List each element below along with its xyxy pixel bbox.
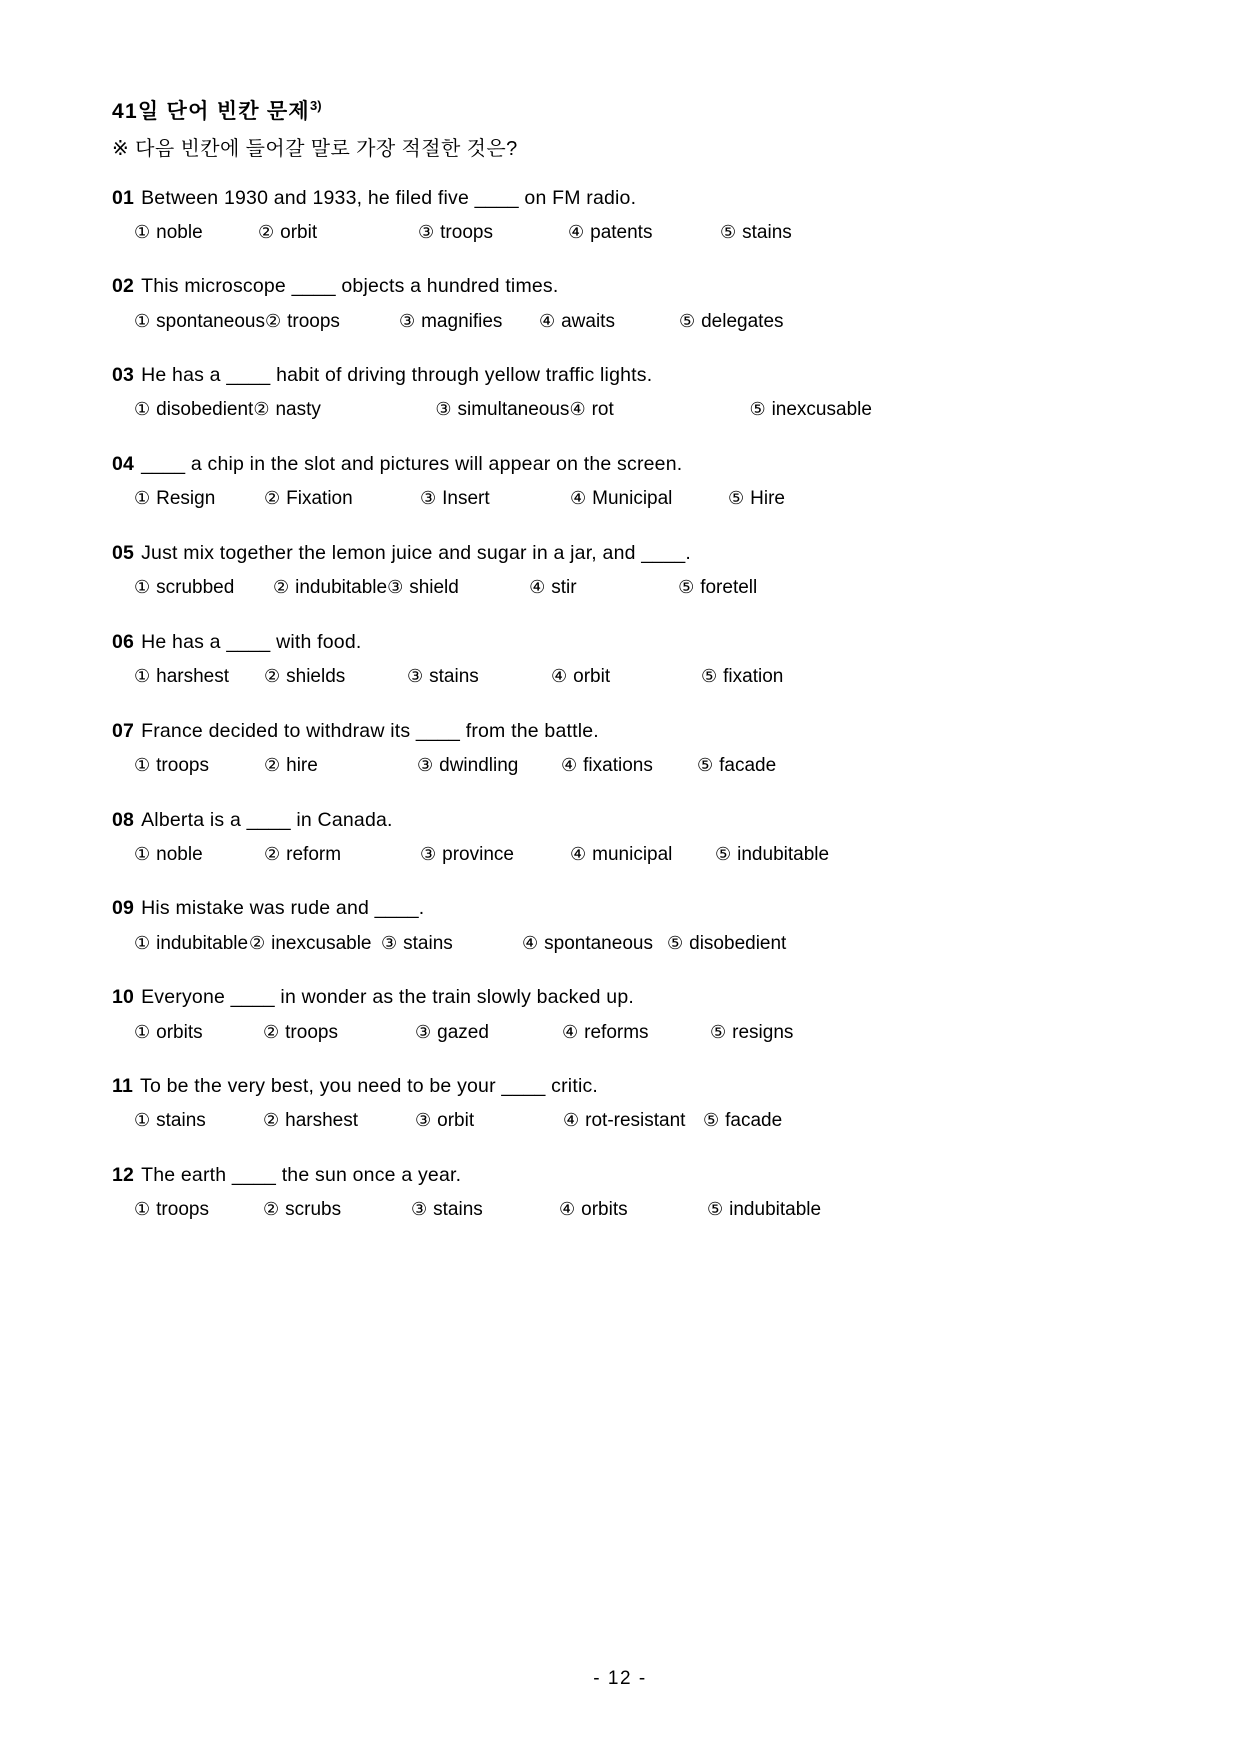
choice-marker: ③ — [398, 310, 416, 331]
choice-label: troops — [156, 754, 209, 776]
choice-label: stains — [742, 221, 792, 243]
choice-row — [134, 1197, 1128, 1224]
choice-marker: ③ — [407, 666, 424, 687]
question-stem — [112, 184, 1128, 212]
question-number: 04 — [112, 453, 135, 476]
choice-marker: ⑤ — [701, 666, 718, 687]
choice-marker: ② — [264, 754, 281, 775]
choice-label: nasty — [275, 399, 321, 421]
choice-marker: ③ — [411, 1199, 428, 1220]
choice-label: indubitable — [156, 932, 249, 954]
choice-label: province — [442, 843, 514, 865]
choice-marker: ① — [134, 1021, 151, 1042]
choice-marker: ④ — [538, 310, 556, 331]
direction-text: ※ 다음 빈칸에 들어갈 말로 가장 적절한 것은? — [112, 137, 518, 160]
choice-label: troops — [156, 1199, 209, 1221]
question-list — [112, 184, 1128, 1224]
choice-option[interactable] — [539, 309, 679, 336]
question-stem — [112, 539, 1128, 567]
question-block — [112, 894, 1128, 957]
choice-label: shields — [286, 666, 346, 688]
question-number: 05 — [112, 541, 135, 564]
question-block — [112, 450, 1128, 513]
question-sentence: He has a ____ habit of driving through yellow traffic lights. — [141, 364, 653, 387]
choice-row — [134, 842, 1128, 869]
question-number: 02 — [112, 275, 135, 298]
choice-marker: ⑤ — [707, 1199, 724, 1220]
question-sentence: This microscope ____ objects a hundred times. — [141, 275, 559, 298]
choice-marker: ④ — [568, 221, 585, 242]
choice-marker: ② — [258, 221, 275, 242]
choice-marker: ② — [263, 1021, 280, 1042]
choice-label: orbits — [156, 1021, 203, 1043]
choice-option[interactable] — [253, 397, 435, 424]
choice-label: patents — [590, 221, 653, 243]
question-block — [112, 272, 1128, 335]
choice-option[interactable] — [703, 1108, 782, 1135]
choice-label: inexcusable — [271, 932, 372, 954]
choice-marker: ② — [264, 666, 281, 687]
choice-option[interactable] — [264, 842, 420, 869]
question-stem — [112, 1161, 1128, 1189]
choice-marker: ① — [134, 666, 151, 687]
choice-row — [134, 664, 1128, 691]
choice-row — [134, 575, 1128, 602]
choice-label: facade — [719, 754, 777, 776]
choice-marker: ④ — [562, 1021, 579, 1042]
question-number: 10 — [112, 986, 135, 1009]
choice-option[interactable] — [249, 931, 381, 958]
question-block — [112, 1072, 1128, 1135]
choice-label: Resign — [156, 488, 216, 510]
question-stem — [112, 894, 1128, 922]
choice-label: shield — [409, 577, 459, 599]
choice-marker: ② — [253, 399, 270, 420]
question-stem — [112, 1072, 1128, 1100]
choice-label: stir — [551, 577, 577, 599]
choice-label: noble — [156, 843, 203, 865]
choice-label: facade — [725, 1110, 783, 1132]
choice-label: delegates — [701, 310, 784, 332]
choice-option[interactable] — [678, 575, 757, 602]
question-sentence: ____ a chip in the slot and pictures will appear on the screen. — [141, 453, 683, 476]
choice-label: stains — [433, 1199, 483, 1221]
choice-marker: ① — [134, 577, 151, 598]
choice-option[interactable] — [420, 486, 570, 513]
choice-option[interactable] — [701, 664, 783, 691]
question-stem — [112, 361, 1128, 389]
choice-marker: ② — [264, 310, 282, 331]
choice-marker: ③ — [420, 488, 437, 509]
question-stem — [112, 717, 1128, 745]
choice-label: fixation — [723, 666, 784, 688]
question-block — [112, 628, 1128, 691]
choice-row — [134, 753, 1128, 780]
question-number: 01 — [112, 186, 135, 209]
choice-option[interactable] — [570, 842, 715, 869]
choice-label: hire — [286, 754, 318, 776]
choice-marker: ① — [134, 754, 151, 775]
question-sentence: Just mix together the lemon juice and sugar in a jar, and ____. — [141, 541, 692, 564]
question-number: 06 — [112, 630, 135, 653]
choice-label: disobedient — [156, 399, 254, 421]
question-stem — [112, 450, 1128, 478]
question-block — [112, 539, 1128, 602]
choice-label: Municipal — [592, 488, 673, 510]
choice-label: indubitable — [737, 843, 830, 865]
choice-label: reform — [286, 843, 342, 865]
choice-label: awaits — [561, 310, 615, 332]
choice-option[interactable] — [264, 753, 417, 780]
choice-marker: ① — [134, 399, 151, 420]
choice-option[interactable] — [563, 1108, 703, 1135]
choice-marker: ④ — [570, 843, 587, 864]
choice-option[interactable] — [417, 753, 561, 780]
choice-marker: ⑤ — [667, 932, 684, 953]
choice-label: harshest — [156, 666, 230, 688]
question-stem — [112, 272, 1128, 300]
page-title-text: 41일 단어 빈칸 문제 — [112, 100, 310, 123]
choice-marker: ④ — [522, 932, 539, 953]
choice-option[interactable] — [264, 486, 420, 513]
choice-marker: ③ — [417, 754, 434, 775]
choice-option[interactable] — [570, 486, 728, 513]
choice-label: dwindling — [439, 754, 519, 776]
choice-marker: ③ — [435, 399, 452, 420]
choice-label: indubitable — [729, 1199, 822, 1221]
choice-marker: ⑤ — [678, 577, 695, 598]
choice-option[interactable] — [667, 931, 786, 958]
choice-marker: ④ — [563, 1110, 580, 1131]
choice-label: magnifies — [421, 310, 503, 332]
question-block — [112, 1161, 1128, 1224]
choice-label: stains — [156, 1110, 206, 1132]
choice-option[interactable] — [265, 309, 399, 336]
choice-label: gazed — [437, 1021, 489, 1043]
choice-marker: ① — [134, 1199, 151, 1220]
choice-option[interactable] — [720, 220, 792, 247]
choice-option[interactable] — [407, 664, 551, 691]
choice-option[interactable] — [258, 220, 418, 247]
choice-marker: ④ — [570, 488, 587, 509]
choice-label: resigns — [732, 1021, 794, 1043]
choice-option[interactable] — [134, 842, 264, 869]
choice-label: Insert — [442, 488, 490, 510]
choice-option[interactable] — [728, 486, 785, 513]
choice-label: scrubs — [285, 1199, 342, 1221]
choice-marker: ③ — [415, 1021, 432, 1042]
question-number: 07 — [112, 719, 135, 742]
choice-marker: ③ — [418, 221, 435, 242]
choice-label: scrubbed — [156, 577, 235, 599]
choice-option[interactable] — [562, 1020, 710, 1047]
question-number: 09 — [112, 897, 135, 920]
question-number: 11 — [112, 1075, 134, 1098]
page-title — [112, 96, 1128, 128]
choice-option[interactable] — [569, 397, 749, 424]
choice-option[interactable] — [710, 1020, 793, 1047]
choice-option[interactable] — [561, 753, 697, 780]
choice-marker: ④ — [559, 1199, 576, 1220]
choice-label: orbit — [280, 221, 318, 243]
choice-option[interactable] — [679, 309, 784, 336]
question-sentence: His mistake was rude and ____. — [141, 897, 425, 920]
choice-label: simultaneous — [457, 399, 570, 421]
question-block — [112, 361, 1128, 424]
question-stem — [112, 806, 1128, 834]
choice-row — [134, 1020, 1128, 1047]
choice-option[interactable] — [381, 931, 522, 958]
choice-option[interactable] — [134, 1108, 263, 1135]
choice-option[interactable] — [418, 220, 568, 247]
choice-marker: ① — [134, 1110, 151, 1131]
question-block — [112, 983, 1128, 1046]
choice-label: reforms — [584, 1021, 649, 1043]
choice-option[interactable] — [134, 220, 258, 247]
choice-marker: ① — [134, 221, 151, 242]
choice-option[interactable] — [134, 575, 273, 602]
choice-label: troops — [440, 221, 493, 243]
choice-option[interactable] — [435, 397, 569, 424]
choice-label: Fixation — [286, 488, 353, 510]
choice-marker: ⑤ — [749, 399, 766, 420]
choice-marker: ③ — [415, 1110, 432, 1131]
choice-label: troops — [287, 310, 340, 332]
choice-marker: ② — [264, 843, 281, 864]
choice-label: spontaneous — [544, 932, 653, 954]
choice-option[interactable] — [420, 842, 570, 869]
choice-label: harshest — [285, 1110, 359, 1132]
question-stem — [112, 983, 1128, 1011]
choice-label: Hire — [750, 488, 785, 510]
choice-option[interactable] — [415, 1108, 563, 1135]
choice-option[interactable] — [134, 1197, 263, 1224]
choice-option[interactable] — [551, 664, 701, 691]
choice-label: stains — [429, 666, 479, 688]
choice-marker: ④ — [569, 399, 586, 420]
choice-marker: ④ — [529, 577, 546, 598]
choice-marker: ④ — [561, 754, 578, 775]
choice-row — [134, 931, 1128, 958]
choice-marker: ③ — [381, 932, 398, 953]
choice-option[interactable] — [263, 1020, 415, 1047]
choice-label: orbits — [581, 1199, 628, 1221]
choice-option[interactable] — [715, 842, 829, 869]
choice-marker: ⑤ — [715, 843, 732, 864]
choice-label: indubitable — [295, 577, 388, 599]
question-number: 08 — [112, 808, 135, 831]
choice-label: stains — [403, 932, 453, 954]
choice-marker: ① — [134, 843, 151, 864]
choice-option[interactable] — [134, 931, 249, 958]
choice-marker: ② — [263, 1110, 280, 1131]
question-stem — [112, 628, 1128, 656]
choice-label: troops — [285, 1021, 338, 1043]
choice-row — [134, 309, 1128, 336]
choice-option[interactable] — [749, 397, 871, 424]
question-sentence: He has a ____ with food. — [141, 630, 362, 653]
question-sentence: Everyone ____ in wonder as the train slowly backed up. — [141, 986, 634, 1009]
choice-option[interactable] — [134, 1020, 263, 1047]
choice-label: inexcusable — [771, 399, 872, 421]
choice-label: rot — [591, 399, 614, 421]
choice-label: orbit — [573, 666, 611, 688]
choice-marker: ③ — [420, 843, 437, 864]
choice-marker: ⑤ — [720, 221, 737, 242]
question-number: 12 — [112, 1163, 135, 1186]
choice-marker: ④ — [551, 666, 568, 687]
choice-marker: ⑤ — [703, 1110, 720, 1131]
question-sentence: Alberta is a ____ in Canada. — [141, 808, 393, 831]
choice-option[interactable] — [134, 753, 264, 780]
choice-option[interactable] — [263, 1108, 415, 1135]
choice-option[interactable] — [134, 664, 264, 691]
choice-option[interactable] — [134, 309, 265, 336]
choice-option[interactable] — [264, 664, 407, 691]
choice-option[interactable] — [399, 309, 539, 336]
choice-marker: ⑤ — [728, 488, 745, 509]
question-block — [112, 184, 1128, 247]
choice-marker: ② — [263, 1199, 280, 1220]
choice-row — [134, 1108, 1128, 1135]
choice-label: fixations — [583, 754, 653, 776]
choice-option[interactable] — [263, 1197, 411, 1224]
choice-label: municipal — [592, 843, 673, 865]
choice-label: disobedient — [689, 932, 787, 954]
question-block — [112, 806, 1128, 869]
choice-label: spontaneous — [156, 310, 265, 332]
page-number-footer: - 12 - — [593, 1668, 647, 1689]
choice-option[interactable] — [273, 575, 387, 602]
choice-marker: ⑤ — [710, 1021, 727, 1042]
choice-option[interactable] — [522, 931, 667, 958]
page-title-footnote: 3) — [309, 98, 322, 113]
choice-option[interactable] — [707, 1197, 821, 1224]
choice-marker: ① — [134, 310, 151, 331]
question-sentence: To be the very best, you need to be your ____ critic. — [140, 1075, 599, 1098]
question-block — [112, 717, 1128, 780]
choice-marker: ③ — [387, 577, 404, 598]
choice-marker: ⑤ — [697, 754, 714, 775]
choice-row — [134, 486, 1128, 513]
choice-option[interactable] — [415, 1020, 562, 1047]
choice-option[interactable] — [134, 397, 253, 424]
choice-row — [134, 220, 1128, 247]
question-sentence: The earth ____ the sun once a year. — [141, 1163, 462, 1186]
choice-option[interactable] — [568, 220, 720, 247]
question-sentence: France decided to withdraw its ____ from the battle. — [141, 719, 599, 742]
choice-label: orbit — [437, 1110, 475, 1132]
choice-marker: ⑤ — [678, 310, 696, 331]
choice-marker: ① — [134, 932, 151, 953]
choice-label: rot-resistant — [585, 1110, 686, 1132]
choice-marker: ① — [134, 488, 151, 509]
choice-marker: ② — [273, 577, 290, 598]
choice-option[interactable] — [387, 575, 529, 602]
question-number: 03 — [112, 364, 135, 387]
choice-option[interactable] — [697, 753, 776, 780]
choice-label: noble — [156, 221, 203, 243]
choice-option[interactable] — [411, 1197, 559, 1224]
choice-row — [134, 397, 1128, 424]
choice-option[interactable] — [559, 1197, 707, 1224]
question-sentence: Between 1930 and 1933, he filed five ____ on FM radio. — [141, 186, 637, 209]
choice-option[interactable] — [134, 486, 264, 513]
choice-label: foretell — [700, 577, 758, 599]
choice-option[interactable] — [529, 575, 678, 602]
choice-marker: ② — [264, 488, 281, 509]
choice-marker: ② — [249, 932, 266, 953]
